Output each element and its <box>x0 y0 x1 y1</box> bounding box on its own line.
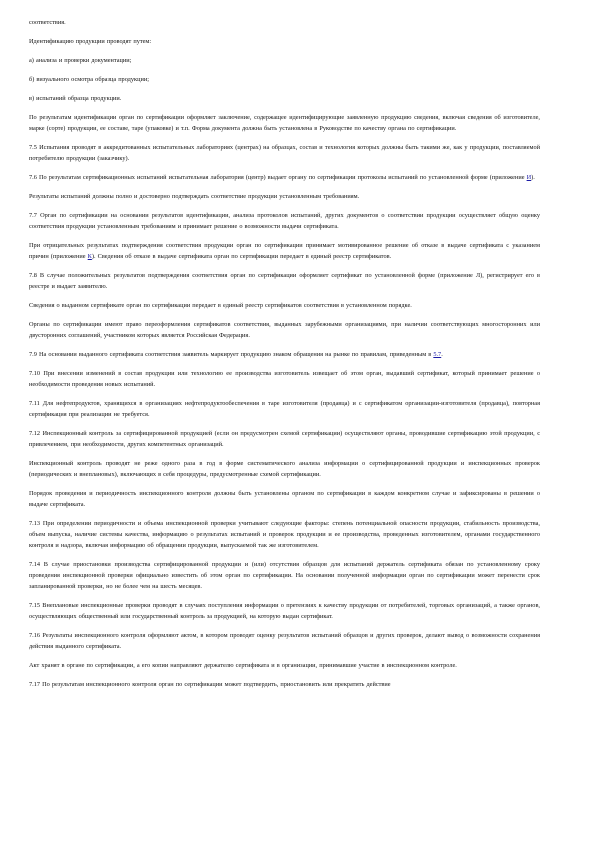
paragraph-text: Сведения о выданном сертификате орган по сертификации передает в единый реестр сертификатов соответствия в установленном порядке. <box>29 302 412 309</box>
paragraph-text: 7.12 Инспекционный контроль за сертифицированной продукцией (если он предусмотрен схемой сертификации) осуществляют органы, проводившие сертификацию этой продукции, с привлечением, при необходимости, других компетентных организаций. <box>29 430 540 448</box>
paragraph-text: По результатам идентификации орган по сертификации оформляет заключение, содержащее идентифицирующие заявленную продукцию сведения, включая сведения об изготовителе, марке (сорте) продукции, ее составе, таре (упаковке) и т.п. Форма документа должна быть установлена в Руководстве по качеству органа по сертификации. <box>29 114 540 132</box>
paragraph <box>29 74 540 85</box>
paragraph <box>29 368 540 390</box>
paragraph <box>29 488 540 510</box>
paragraph <box>29 240 540 262</box>
paragraph-text: в) испытаний образца продукции. <box>29 95 122 102</box>
paragraph-text: 7.13 При определении периодичности и объема инспекционной проверки учитывают следующие факторы: степень потенциальной опасности продукции, стабильность производства, объем выпуска, наличие системы качества, информацию о результатах испытаний и проверок продукции и ее производства, проведенных изготовителем, органами государственного контроля и надзора, включая информацию об обращении продукции, выпускаемой так же изготовителем. <box>29 520 540 549</box>
paragraph-text: 7.6 По результатам сертификационных испытаний испытательная лаборатория (центр) выдает органу по сертификации протоколы испытаний по установленной форме (приложение <box>29 174 527 181</box>
paragraph-text: При отрицательных результатах подтверждения соответствия продукции орган по сертификации принимает мотивированное решение об отказе в выдаче сертификата с указанием причин (приложение <box>29 242 540 260</box>
paragraph-text: 7.8 В случае положительных результатов подтверждения соответствия орган по сертификации оформляет сертификат по установленной форме (приложение Л), регистрирует его в реестре и выдает заявителю. <box>29 272 540 290</box>
paragraph <box>29 93 540 104</box>
paragraph-text: 7.15 Внеплановые инспекционные проверки проводят в случаях поступления информации о претензиях к качеству продукции от потребителей, торговых организаций, а также органов, осуществляющих общественный или государственный контроль за продукцией, на которую выдан сертификат. <box>29 602 540 620</box>
paragraph-text-tail: . <box>441 351 443 358</box>
paragraph-text: Инспекционный контроль проводят не реже одного раза в год в форме систематического анализа информации о сертифицированной продукции и инспекционных проверок (периодических и внеплановых), включающих в себя процедуры, предусмотренные схемой сертификации. <box>29 460 540 478</box>
paragraph <box>29 142 540 164</box>
paragraph <box>29 36 540 47</box>
reference-link[interactable]: 5.7 <box>433 351 442 358</box>
paragraph <box>29 600 540 622</box>
paragraph <box>29 398 540 420</box>
paragraph <box>29 17 540 28</box>
paragraph <box>29 172 540 183</box>
paragraph <box>29 518 540 551</box>
paragraph-text: а) анализа и проверки документации; <box>29 57 132 64</box>
paragraph-text: Акт хранят в органе по сертификации, а его копии направляют держателю сертификата и в организации, принимавшие участие в инспекционном контроле. <box>29 662 457 669</box>
document-body <box>29 17 540 690</box>
paragraph-text: 7.16 Результаты инспекционного контроля оформляют актом, в котором проводят оценку результатов испытаний образцов и других проверок, делают вывод о возможности сохранения действия выданного сертификата. <box>29 632 540 650</box>
paragraph-text: б) визуального осмотра образца продукции; <box>29 76 149 83</box>
paragraph <box>29 630 540 652</box>
paragraph-text: 7.9 На основании выданного сертификата соответствия заявитель маркирует продукцию знаком обращения на рынке по правилам, приведенным в <box>29 351 434 358</box>
paragraph-text: Органы по сертификации имеют право переоформления сертификатов соответствия, выданных зарубежными организациями, при наличии соответствующих многосторонних или двусторонних соглашений, участником которых является Российская Федерация. <box>29 321 540 339</box>
paragraph-text: Результаты испытаний должны полно и достоверно подтверждать соответствие продукции установленным требованиям. <box>29 193 360 200</box>
paragraph <box>29 210 540 232</box>
paragraph-text: Порядок проведения и периодичность инспекционного контроля должны быть установлены органом по сертификации в каждом конкретном случае и зафиксированы в решении о выдаче сертификата. <box>29 490 540 508</box>
paragraph-text-tail: ). Сведения об отказе в выдаче сертификата орган по сертификации передает в единый реестр сертификатов. <box>91 253 392 260</box>
paragraph <box>29 319 540 341</box>
paragraph <box>29 191 540 202</box>
paragraph-text: 7.11 Для нефтепродуктов, хранящихся в организациях нефтепродуктообеспечения в таре изготовителя (продавца) и с сертификатом организации-изготовителя (продавца), повторная сертификация при реализации не требуется. <box>29 400 540 418</box>
paragraph <box>29 559 540 592</box>
paragraph-text: 7.7 Орган по сертификации на основании результатов идентификации, анализа протоколов испытаний, других документов о соответствии продукции осуществляет общую оценку соответствия продукции установленным требованиям и принимает решение о возможности выдачи сертификата. <box>29 212 540 230</box>
paragraph <box>29 458 540 480</box>
paragraph-text: 7.17 По результатам инспекционного контроля орган по сертификации может подтвердить, приостановить или прекратить действие <box>29 681 391 688</box>
paragraph-text: соответствия. <box>29 19 66 26</box>
reference-link[interactable]: И <box>526 174 532 181</box>
paragraph <box>29 679 540 690</box>
paragraph-text: 7.14 В случае приостановки производства сертифицированной продукции и (или) отсутствия образцов для испытаний держатель сертификата обязан по установленному сроку проведения инспекционной проверки официально известить об этом орган по сертификации. На основании полученной информации орган по сертификации может перенести срок запланированной проверки, но не более чем на шесть месяцев. <box>29 561 540 590</box>
paragraph-text: 7.5 Испытания проводят в аккредитованных испытательных лабораториях (центрах) на образцах, состав и технология которых должны быть такими же, как у продукции, поставляемой потребителю продукции (заказчику). <box>29 144 540 162</box>
reference-link[interactable]: К <box>87 253 92 260</box>
paragraph <box>29 349 540 360</box>
paragraph <box>29 660 540 671</box>
paragraph <box>29 112 540 134</box>
paragraph-text-tail: ). <box>531 174 535 181</box>
paragraph-text: Идентификацию продукции проводят путем: <box>29 38 152 45</box>
paragraph <box>29 428 540 450</box>
paragraph <box>29 300 540 311</box>
paragraph-text: 7.10 При внесении изменений в состав продукции или технологию ее производства изготовитель извещает об этом орган, выдавший сертификат, который принимает решение о необходимости проведения новых испытаний. <box>29 370 540 388</box>
paragraph <box>29 55 540 66</box>
paragraph <box>29 270 540 292</box>
